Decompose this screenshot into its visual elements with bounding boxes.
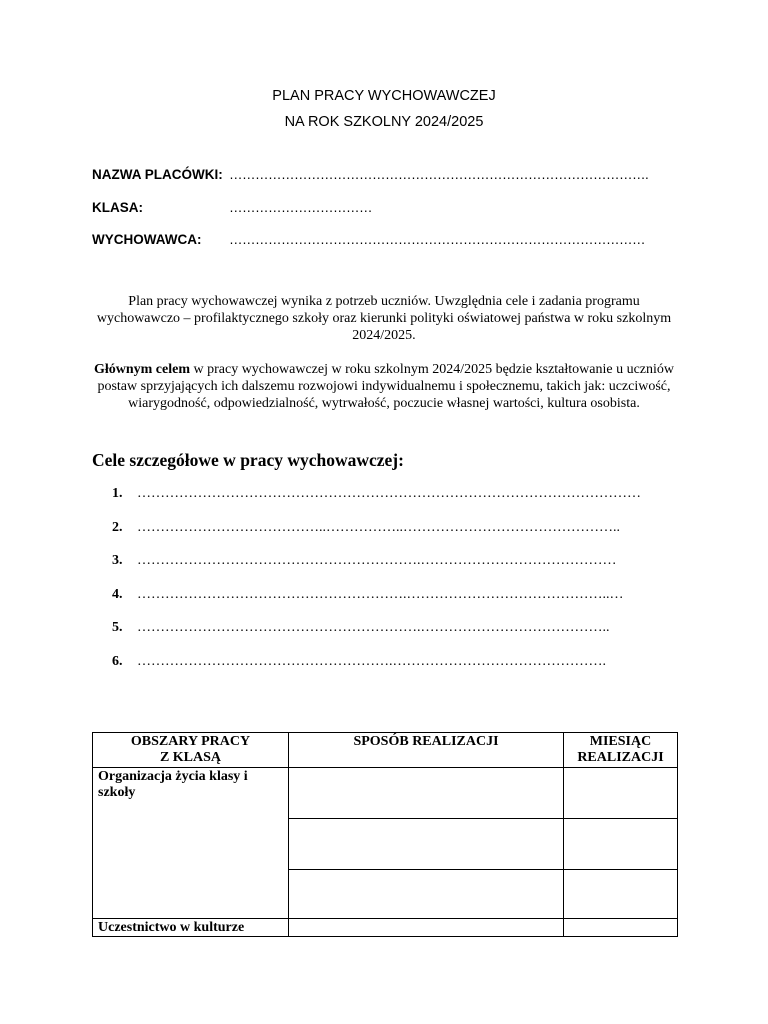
goal-blank: ………………………………………………………………………………………………: [137, 486, 641, 501]
field-value-blank: …………………………………………………………………………………….: [229, 167, 649, 182]
goal-blank: ………………………………………………….……………………………………..…: [137, 586, 624, 602]
goal-blank: …………………………………………………….…………………………………..: [137, 620, 610, 636]
goal-number: 6.: [112, 653, 123, 669]
header-line: MIESIĄC: [589, 734, 652, 749]
field-value-blank: ……………………………………………………………………………………: [229, 232, 645, 247]
field-class: [92, 200, 372, 215]
month-cell: [564, 870, 678, 919]
method-cell: [289, 919, 564, 937]
main-goal-paragraph: [88, 361, 680, 412]
list-item: [112, 520, 692, 554]
list-item: [112, 620, 692, 654]
document-title-line2: NA ROK SZKOLNY 2024/2025: [284, 114, 484, 130]
list-item: [112, 654, 692, 688]
main-goal-bold: Głównym celem: [93, 362, 190, 377]
goal-blank: ……………………………………………….……………………………………….: [137, 653, 606, 669]
goal-number: 1.: [112, 486, 123, 501]
goal-number: 5.: [112, 620, 123, 636]
area-cell: Uczestnictwo w kulturze: [93, 919, 289, 937]
field-label: WYCHOWAWCA:: [92, 232, 202, 247]
document-title-line1: PLAN PRACY WYCHOWAWCZEJ: [272, 88, 496, 104]
goals-list: [112, 486, 692, 688]
header-line: OBSZARY PRACY: [130, 734, 251, 749]
table-row: [93, 919, 678, 937]
header-realization-month: [564, 733, 678, 768]
method-cell: [289, 819, 564, 870]
month-cell: [564, 819, 678, 870]
header-line: REALIZACJI: [577, 750, 664, 765]
list-item: [112, 553, 692, 587]
goal-number: 3.: [112, 553, 123, 569]
list-item: [112, 587, 692, 621]
table-header-row: [93, 733, 678, 768]
goals-heading: Cele szczegółowe w pracy wychowawczej:: [92, 450, 404, 470]
field-value-blank: ……………………………: [229, 200, 372, 215]
goal-blank: …………………………………………………….……………………………………: [137, 553, 617, 569]
month-cell: [564, 768, 678, 819]
goal-blank: …………………………………..……………..………………………………………..: [137, 519, 620, 535]
method-cell: [289, 768, 564, 819]
header-realization-method: SPOSÓB REALIZACJI: [289, 733, 564, 768]
main-goal-text: w pracy wychowawczej w roku szkolnym 2024/2025 będzie kształtowanie u uczniów postaw sprzyjających ich dalszemu rozwojowi indywidualnemu i społecznemu, takich jak: uczciwość, wiarygodność, odpowiedzialność, wytrwałość, poczucie własnej wartości, kultura osobista.: [97, 362, 675, 411]
header-line: Z KLASĄ: [159, 750, 222, 765]
plan-table: [92, 732, 678, 937]
method-cell: [289, 870, 564, 919]
list-item: [112, 486, 692, 520]
goal-number: 2.: [112, 519, 123, 535]
header-work-areas: [93, 733, 289, 768]
goal-number: 4.: [112, 586, 123, 602]
month-cell: [564, 919, 678, 937]
area-cell: Organizacja życia klasy i szkoły: [93, 768, 289, 919]
intro-paragraph: Plan pracy wychowawczej wynika z potrzeb uczniów. Uwzględnia cele i zadania programu wychowawczo – profilaktycznego szkoły oraz kierunki polityki oświatowej państwa w roku szkolnym 2024/2025.: [96, 294, 672, 343]
table-row: [93, 768, 678, 819]
field-label: KLASA:: [92, 200, 143, 215]
field-label: NAZWA PLACÓWKI:: [92, 167, 223, 182]
field-institution-name: [92, 167, 648, 182]
field-teacher: [92, 232, 645, 247]
